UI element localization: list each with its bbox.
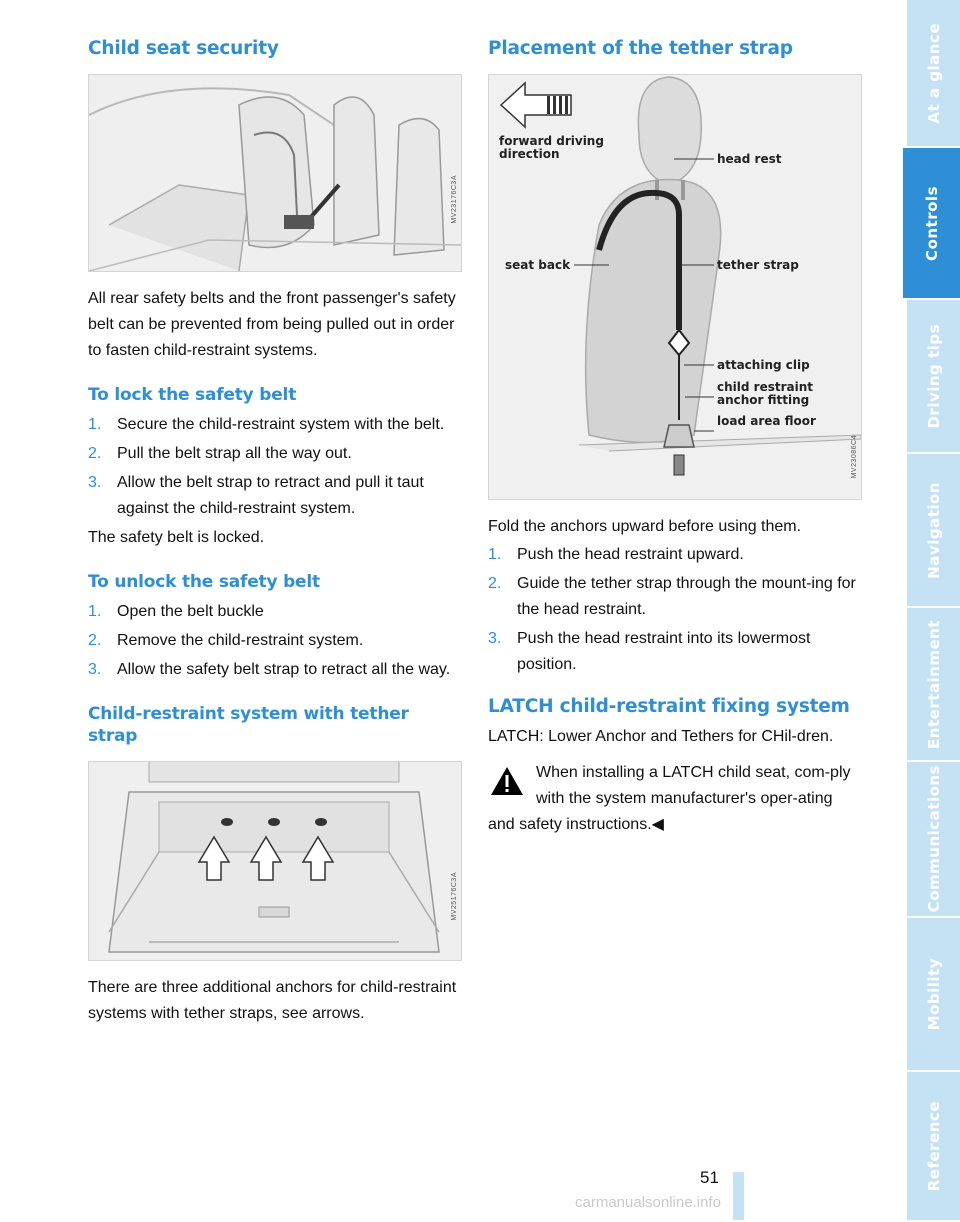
label-forward-driving: forward driving direction: [499, 134, 604, 161]
heading-tether-strap: Child-restraint system with tether strap: [88, 704, 409, 746]
lock-steps-list: [88, 412, 460, 522]
figure-code: MV23086C4: [851, 435, 858, 479]
tab-controls[interactable]: Controls: [903, 148, 960, 300]
list-item: 1. Push the head restraint upward.: [488, 546, 744, 563]
tab-at-a-glance[interactable]: At a glance: [907, 0, 960, 148]
unlock-steps-list: [88, 599, 460, 683]
warning-icon: [490, 766, 524, 796]
label-load-area-floor: load area floor: [717, 414, 816, 428]
list-item: 3. Allow the safety belt strap to retract all the way.: [88, 661, 451, 678]
list-item: 3. Allow the belt strap to retract and pull it taut against the child-restraint system.: [88, 474, 424, 517]
intro-paragraph: All rear safety belts and the front passenger's safety belt can be prevented from being pulled out in order to fasten child-restraint systems.: [88, 290, 456, 359]
tab-communications[interactable]: Communications: [907, 762, 960, 918]
label-anchor-fitting: child restraint anchor fitting: [717, 380, 813, 407]
heading-lock-belt: To lock the safety belt: [88, 385, 297, 405]
page-number-bar: [733, 1172, 744, 1220]
warning-block: [488, 760, 860, 838]
list-item: 1. Secure the child-restraint system with the belt.: [88, 416, 445, 433]
figure-code: MV23176C3A: [451, 175, 458, 224]
warning-text: When installing a LATCH child seat, com-ply with the system manufacturer's oper-ating and safety instructions.◀: [488, 764, 851, 833]
heading-latch-system: LATCH child-restraint fixing system: [488, 696, 850, 717]
tether-paragraph: There are three additional anchors for child-restraint systems with tether straps, see arrows.: [88, 979, 457, 1022]
section-title-tether-placement: Placement of the tether strap: [488, 38, 793, 59]
left-column: [88, 38, 460, 1027]
label-attaching-clip: attaching clip: [717, 358, 810, 372]
fold-paragraph: Fold the anchors upward before using them.: [488, 518, 802, 535]
figure-code: MV25176C3A: [451, 872, 458, 921]
heading-unlock-belt: To unlock the safety belt: [88, 572, 320, 592]
label-seat-back: seat back: [505, 258, 571, 272]
figure-tether-placement: [488, 74, 862, 500]
latch-definition: LATCH: Lower Anchor and Tethers for CHil-dren.: [488, 728, 834, 745]
list-item: 2. Remove the child-restraint system.: [88, 632, 364, 649]
lock-result: The safety belt is locked.: [88, 529, 265, 546]
tab-driving-tips[interactable]: Driving tips: [907, 300, 960, 454]
tab-entertainment[interactable]: Entertainment: [907, 608, 960, 762]
label-head-rest: head rest: [717, 152, 782, 166]
tab-navigation[interactable]: Navigation: [907, 454, 960, 608]
section-title-child-seat-security: Child seat security: [88, 38, 279, 59]
label-tether-strap: tether strap: [717, 258, 799, 272]
right-column: [488, 38, 860, 838]
list-item: 3. Push the head restraint into its lowermost position.: [488, 630, 811, 673]
cargo-area-illustration: [89, 762, 461, 960]
tab-reference[interactable]: Reference: [907, 1072, 960, 1222]
page-number: 51: [700, 1168, 719, 1187]
placement-steps-list: [488, 542, 860, 678]
list-item: 1. Open the belt buckle: [88, 603, 264, 620]
figure-cargo-anchors: [88, 761, 462, 961]
list-item: 2. Pull the belt strap all the way out.: [88, 445, 352, 462]
child-seat-illustration: [89, 75, 461, 271]
list-item: 2. Guide the tether strap through the mount-ing for the head restraint.: [488, 575, 856, 618]
chapter-sidebar: [907, 0, 960, 1220]
tab-mobility[interactable]: Mobility: [907, 918, 960, 1072]
watermark: carmanualsonline.info: [575, 1194, 721, 1211]
figure-child-seat: [88, 74, 462, 272]
